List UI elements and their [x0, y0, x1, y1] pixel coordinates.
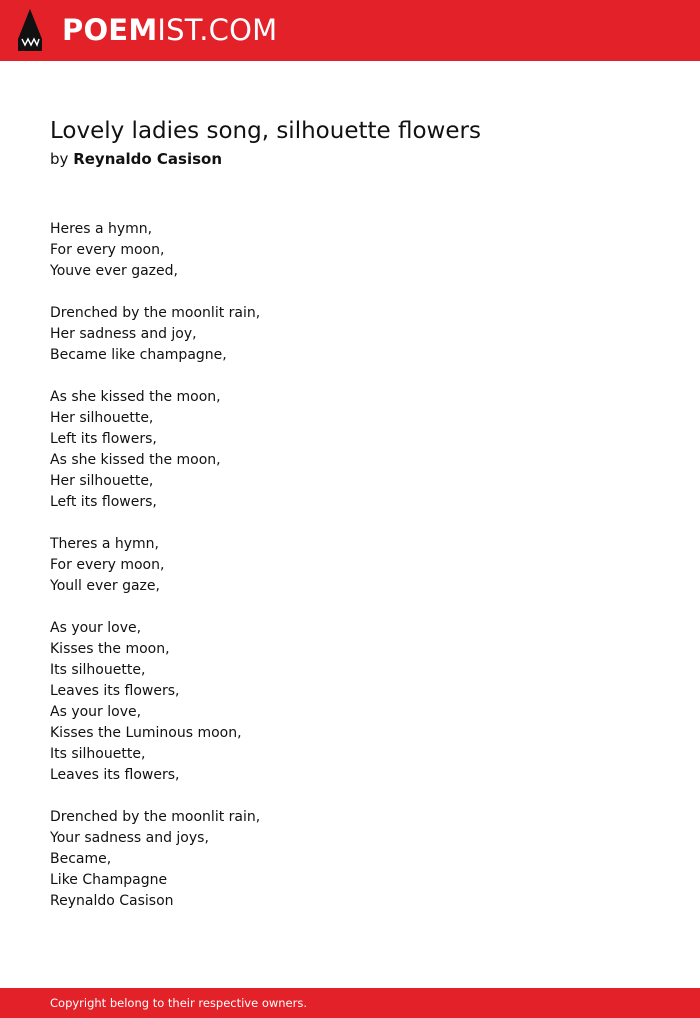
poem-title: Lovely ladies song, silhouette flowers [50, 118, 481, 144]
poem-author: Reynaldo Casison [73, 150, 223, 168]
poem-line: As your love, [50, 620, 142, 636]
poem-line: Like Champagne [50, 872, 168, 888]
poem-line: Left its flowers, [50, 494, 157, 510]
site-logo[interactable] [62, 12, 277, 48]
site-footer [0, 988, 700, 1018]
poem-line: Youll ever gaze, [50, 578, 160, 594]
poem-line: As your love, [50, 704, 142, 720]
poem-stanza [50, 534, 650, 597]
poem-line: Heres a hymn, [50, 221, 153, 237]
poem-line: As she kissed the moon, [50, 452, 221, 468]
poem-line: Kisses the Luminous moon, [50, 725, 242, 741]
logo-brand-light: IST.COM [157, 13, 278, 47]
poem-stanza [50, 219, 650, 282]
site-header [0, 0, 700, 61]
poem-line: Leaves its flowers, [50, 683, 180, 699]
poem-line: Leaves its flowers, [50, 767, 180, 783]
poem-stanza [50, 618, 650, 786]
poem-byline [50, 148, 222, 170]
poem-line: Kisses the moon, [50, 641, 170, 657]
poem-line: For every moon, [50, 557, 165, 573]
poem-line: Became, [50, 851, 112, 867]
poem-line: As she kissed the moon, [50, 389, 221, 405]
poem-line: Drenched by the moonlit rain, [50, 809, 261, 825]
poem-stanza [50, 807, 650, 912]
copyright-text: Copyright belong to their respective owners. [50, 996, 308, 1010]
poem-line: Left its flowers, [50, 431, 157, 447]
poem-line: Her sadness and joy, [50, 326, 197, 342]
pencil-tip-icon[interactable] [18, 9, 42, 51]
poem-line: Her silhouette, [50, 410, 154, 426]
by-label: by [50, 150, 69, 168]
poem-line: Youve ever gazed, [50, 263, 178, 279]
poem-line: Drenched by the moonlit rain, [50, 305, 261, 321]
poem-line: Reynaldo Casison [50, 893, 174, 909]
poem-line: Her silhouette, [50, 473, 154, 489]
poem-line: For every moon, [50, 242, 165, 258]
poem-body [50, 219, 650, 912]
poem-line: Its silhouette, [50, 662, 146, 678]
poem-stanza [50, 303, 650, 366]
poem-stanza [50, 387, 650, 513]
poem-line: Theres a hymn, [50, 536, 159, 552]
poem-line: Its silhouette, [50, 746, 146, 762]
poem-line: Became like champagne, [50, 347, 227, 363]
poem-line: Your sadness and joys, [50, 830, 209, 846]
logo-brand-bold: POEM [62, 13, 158, 47]
